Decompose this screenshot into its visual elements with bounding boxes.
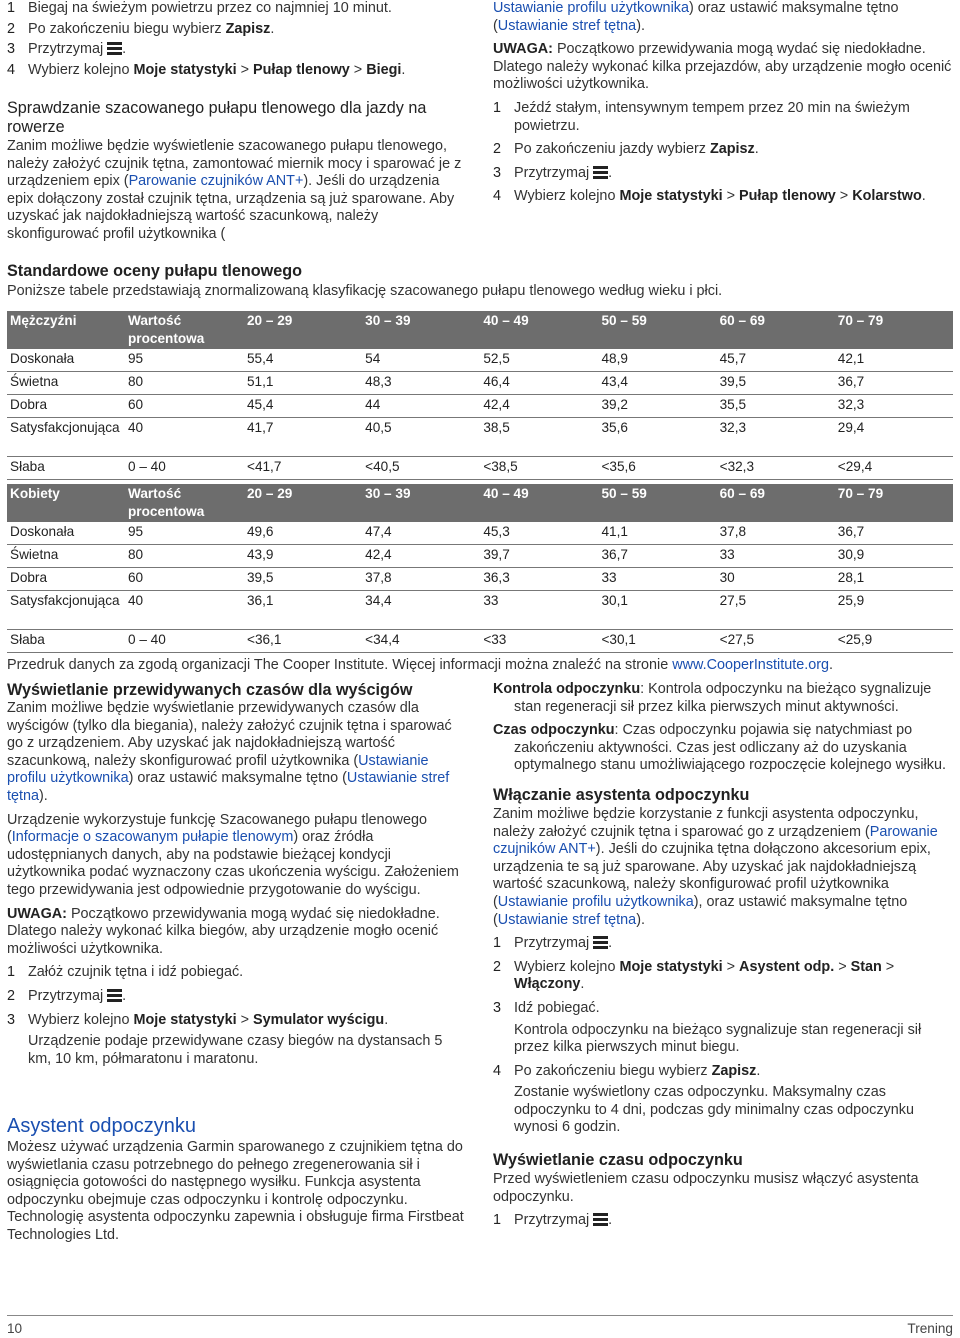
top-left-steps [7,0,467,79]
column-header: 20 – 29 [244,484,362,522]
step-note: Kontrola odpoczynku na bieżąco sygnalizuje stan regeneracji sił przez kilka pierwszych minut biegu. [514,1021,922,1056]
column-header: 40 – 49 [480,484,598,522]
paragraph: Zanim możliwe będzie wyświetlenie szacowanego pułapu tlenowego, należy założyć czujnik tętna, zamontować miernik mocy i sparować je z urządzeniem epix (Parowanie czujników ANT+). Jeśli do urządzenia epix dołączony został czujnik tętna, urządzenia są już sparowane. Aby uzyskać jak najdokładniejszą wartość szacunkową, należy skonfigurować profil użytkownika ( [7,138,462,242]
column-header: Wartość procentowa [125,311,244,349]
table-row: Satysfakcjonująca 40 41,7 40,5 38,5 35,6 32,3 29,4 [7,418,953,457]
column-header: 60 – 69 [717,484,835,522]
cycling-continued [493,0,953,206]
recovery-section [7,1115,467,1245]
note: UWAGA: Początkowo przewidywania mogą wydać się niedokładne. Dlatego należy wykonać kilka przejazdów, aby urządzenie mogło ocenić możliwości użytkownika. [493,41,952,93]
step: 2 Po zakończeniu biegu wybierz Zapisz. [7,20,275,37]
paragraph: Zanim możliwe będzie korzystanie z funkcji asystenta odpoczynku, należy założyć czujnik tętna i sparować go z urządzeniem (Parowanie czujników ANT+). Jeśli do czujnika tętna dołączono akcesorium epix, urządzenia te są już sparowane. Aby uzyskać jak najdokładniejszą wartość szacunkową, należy skonfigurować profil użytkownika (Ustawianie profilu użytkownika), oraz ustawić maksymalne tętno (Ustawianie stref tętna). [493,805,938,928]
paragraph: Urządzenie wykorzystuje funkcję Szacowanego pułapu tlenowego (Informacje o szacowanym pułapie tlenowym) oraz źródła udostępnianych danych, aby na podstawie bieżącej kondycji użytkownika podać wyznaczony czas ukończenia wyścigu. Założeniem tego przewidywania jest odpowiednie przygotowanie do wyścigu. [7,811,459,898]
table-row: Doskonała 95 55,4 54 52,5 48,9 45,7 42,1 [7,349,953,372]
definition: Kontrola odpoczynku: Kontrola odpoczynku na bieżąco sygnalizuje stan regeneracji sił przez kilka pierwszych minut aktywności. [493,681,932,715]
cycling-section [7,99,467,244]
definition: Czas odpoczynku: Czas odpoczynku pojawia się natychmiast po zakończeniu aktywności. Czas jest odliczany aż do uzyskania optymalnego stanu umożliwiającego rozpoczęcie kolejnego wysiłku. [493,722,946,774]
step: 2 Przytrzymaj . [7,987,127,1004]
column-header: 50 – 59 [598,484,716,522]
link-strefy[interactable]: Ustawianie stref tętna [497,911,637,928]
standards-heading: Standardowe oceny pułapu tlenowego [7,262,303,280]
table-header-row [7,311,953,349]
column-header: 30 – 39 [362,484,480,522]
table-row: Słaba 0 – 40 <41,7 <40,5 <38,5 <35,6 <32,3 <29,4 [7,457,953,480]
column-header: 50 – 59 [598,311,716,349]
table-row: Świetna 80 51,1 48,3 46,4 43,4 39,5 36,7 [7,372,953,395]
column-header: Mężczyźni [7,311,125,349]
step-note: Zostanie wyświetlony czas odpoczynku. Maksymalny czas odpoczynku to 4 dni, podczas gdy minimalny czas odpoczynku wynosi 6 godzin. [514,1084,914,1136]
section-heading: Wyświetlanie przewidywanych czasów dla wyścigów [7,681,413,699]
column-header: 60 – 69 [717,311,835,349]
page-number: 10 [7,1321,23,1336]
step: 4 Wybierz kolejno Moje statystyki > Pułap tlenowy > Kolarstwo. [493,188,926,205]
link-strefy[interactable]: Ustawianie stref tętna [497,17,637,34]
step: 3 Wybierz kolejno Moje statystyki > Symulator wyścigu. [7,1011,389,1028]
paragraph: Przed wyświetleniem czasu odpoczynku musisz włączyć asystenta odpoczynku. [493,1171,919,1205]
column-header: Wartość procentowa [125,484,244,522]
step: 4 Wybierz kolejno Moje statystyki > Pułap tlenowy > Biegi. [7,61,406,78]
link-informacje[interactable]: Informacje o szacowanym pułapie tlenowym [11,829,294,846]
women-table [7,484,953,653]
recovery-definitions [493,681,953,1230]
column-header: 20 – 29 [244,311,362,349]
paragraph: Ustawianie profilu użytkownika) oraz ustawić maksymalne tętno (Ustawianie stref tętna). [493,0,899,34]
step: 2 Wybierz kolejno Moje statystyki > Asystent odp. > Stan > Włączony. [493,958,895,993]
column-header: 70 – 79 [835,484,953,522]
step: 1 Jeźdź stałym, intensywnym tempem przez 20 min na świeżym powietrzu. [493,99,910,134]
column-header: Kobiety [7,484,125,522]
step: 1 Biegaj na świeżym powietrzu przez co najmniej 10 minut. [7,0,392,16]
section-heading: Włączanie asystenta odpoczynku [493,785,750,804]
menu-icon [107,41,122,55]
link-profil[interactable]: Ustawianie profilu użytkownika [7,752,429,787]
link-strefy[interactable]: Ustawianie stref tętna [7,770,450,804]
standards-intro: Poniższe tabele przedstawiają znormalizowaną klasyfikację szacowanego pułapu tlenowego według wieku i płci. [7,283,723,299]
credit-line: Przedruk danych za zgodą organizacji The Cooper Institute. Więcej informacji można znaleźć na stronie www.CooperInstitute.org. [7,657,834,673]
chapter-heading: Asystent odpoczynku [7,1115,196,1137]
step: 3 Przytrzymaj . [493,164,613,181]
step: 4 Po zakończeniu biegu wybierz Zapisz. [493,1062,761,1079]
step: 1 Przytrzymaj . [493,1212,613,1229]
link-profil[interactable]: Ustawianie profilu użytkownika [497,893,694,910]
race-section [7,681,467,1068]
step-note: Urządzenie podaje przewidywane czasy biegów na dystansach 5 km, 10 km, półmaratonu i maratonu. [28,1033,443,1067]
paragraph: Możesz używać urządzenia Garmin sparowanego z czujnikiem tętna do wyświetlania czasu potrzebnego do pełnego zregenerowania sił i osiągnięcia gotowości do następnego wysiłku. Funkcja asystenta odpoczynku obejmuje czas odpoczynku i kontrolę odpoczynku. Technologię asystenta odpoczynku zapewnia i obsługuje firma Firstbeat Technologies Ltd. [7,1139,464,1243]
step: 3 Przytrzymaj . [7,41,127,58]
section-heading: Wyświetlanie czasu odpoczynku [493,1151,743,1170]
menu-icon [593,165,608,179]
step: 2 Po zakończeniu jazdy wybierz Zapisz. [493,141,759,158]
column-header: 40 – 49 [480,311,598,349]
men-table [7,311,953,480]
link-parowanie[interactable]: Parowanie czujników ANT+ [493,823,938,858]
table-row: Słaba 0 – 40 <36,1 <34,4 <33 <30,1 <27,5 <25,9 [7,630,953,653]
footer-section: Trening [907,1321,953,1336]
table-row: Doskonała 95 49,6 47,4 45,3 41,1 37,8 36,7 [7,522,953,545]
menu-icon [593,1212,608,1226]
step: 3 Idź pobiegać. [493,999,600,1016]
link-parowanie[interactable]: Parowanie czujników ANT+ [128,173,304,190]
table-row: Satysfakcjonująca 40 36,1 34,4 33 30,1 27,5 25,9 [7,591,953,630]
link-profil[interactable]: Ustawianie profilu użytkownika [493,0,689,16]
table-header-row [7,484,953,522]
table-row: Dobra 60 45,4 44 42,4 39,2 35,5 32,3 [7,395,953,418]
table-row: Świetna 80 43,9 42,4 39,7 36,7 33 30,9 [7,545,953,568]
table-row: Dobra 60 39,5 37,8 36,3 33 30 28,1 [7,568,953,591]
menu-icon [593,935,608,949]
step: 1 Przytrzymaj . [493,935,613,952]
column-header: 70 – 79 [835,311,953,349]
section-heading: Sprawdzanie szacowanego pułapu tlenowego dla jazdy na rowerze [7,99,427,136]
step: 1 Załóż czujnik tętna i idź pobiegać. [7,964,244,981]
footer-rule [7,1315,953,1316]
menu-icon [107,988,122,1002]
note: UWAGA: Początkowo przewidywania mogą wydać się niedokładne. Dlatego należy wykonać kilka biegów, aby urządzenie mogło ocenić możliwości użytkownika. [7,905,440,957]
link-cooper[interactable]: www.CooperInstitute.org [672,657,830,673]
paragraph: Zanim możliwe będzie wyświetlanie przewidywanych czasów dla wyścigów (tylko dla biegania), należy założyć czujnik tętna i sparować go z urządzeniem. Aby uzyskać jak najdokładniejszą wartość szacunkową, należy skonfigurować profil użytkownika (Ustawianie profilu użytkownika) oraz ustawić maksymalne tętno (Ustawianie stref tętna). [7,700,452,804]
column-header: 30 – 39 [362,311,480,349]
